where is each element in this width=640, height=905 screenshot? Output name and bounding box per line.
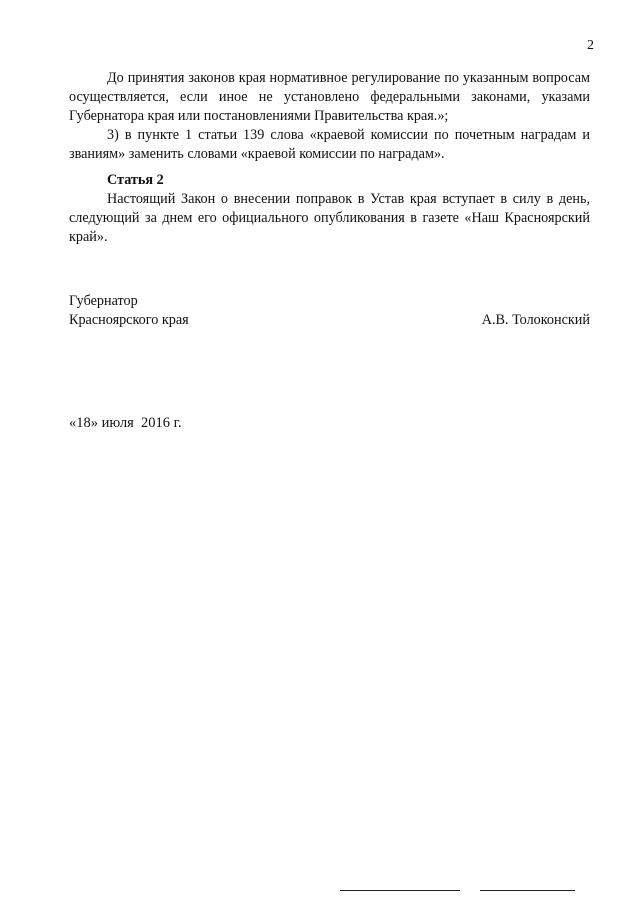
signatory-name: А.В. Толоконский <box>481 312 590 328</box>
article-heading: Статья 2 <box>107 172 164 188</box>
footer-rule-right <box>480 890 575 891</box>
date-month: июля <box>101 415 134 431</box>
date-day: «18» <box>69 415 98 431</box>
paragraph-item-3: 3) в пункте 1 статьи 139 слова «краевой комиссии по почетным наградам и званиям» заменить словами «краевой комиссии по наградам». <box>69 127 590 162</box>
article-2 <box>69 171 590 247</box>
paragraph-transitional: До принятия законов края нормативное регулирование по указанным вопросам осуществляется, если иное не установлено федеральными законами, указами Губернатора края или постановлениями Правительства края.»; <box>69 70 590 124</box>
signature-block <box>69 292 590 330</box>
page-number: 2 <box>587 38 594 53</box>
amendment-text <box>69 69 590 164</box>
article-text: Настоящий Закон о внесении поправок в Устав края вступает в силу в день, следующий за днем его официального опубликования в газете «Наш Красноярский край». <box>69 191 590 245</box>
signatory-title-line2: Красноярского края <box>69 312 189 328</box>
date-year: 2016 г. <box>141 415 182 431</box>
footer-rule-left <box>340 890 460 891</box>
signatory-title-line1: Губернатор <box>69 293 138 309</box>
signing-date <box>69 414 182 433</box>
